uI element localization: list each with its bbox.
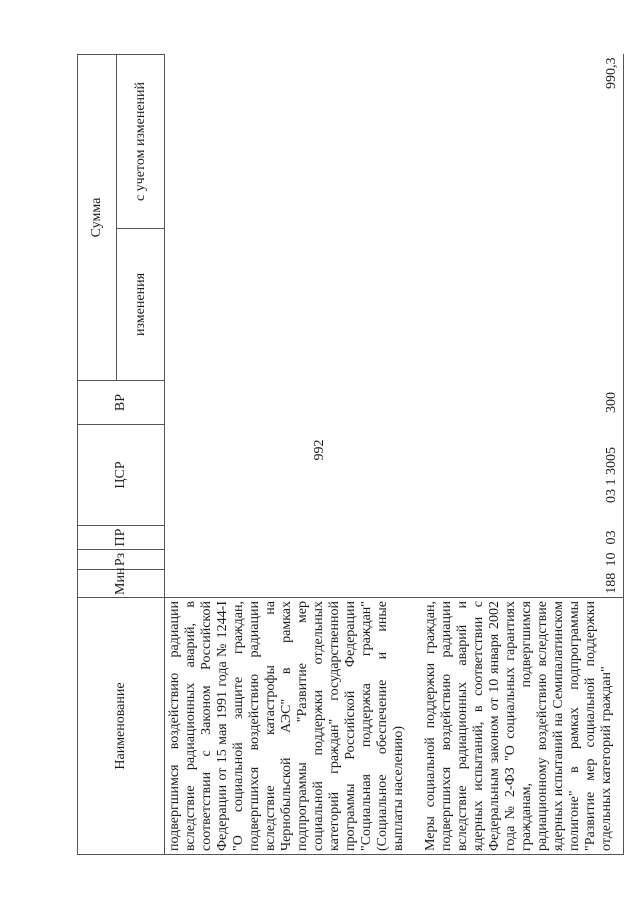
row-name: подвергшимся воздействию радиации вследствие радиационных аварий, в соответствии с Законом Российской Федерации от 15 мая 1991 года № 1244-I "О социальной защите граждан, подвергшихся воздействию радиации вследствие катастрофы на Чернобыльской АЭС" в рамках подпрограммы "Развитие мер социальной поддержки отдельных категорий граждан" государственной программы Российской Федерации "Социальная поддержка граждан" (Социальное обеспечение и иные выплаты населению) bbox=[165, 598, 410, 855]
table-row bbox=[165, 55, 410, 855]
row-rz: 10 bbox=[409, 550, 624, 570]
row-with-changes: 990,3 bbox=[409, 55, 624, 229]
row-csr: 03 1 3005 bbox=[409, 425, 624, 526]
header-min: Мин bbox=[78, 570, 165, 598]
row-rz bbox=[165, 550, 410, 570]
row-changes bbox=[409, 229, 624, 381]
row-csr bbox=[165, 425, 410, 526]
row-changes bbox=[165, 229, 410, 381]
row-pr bbox=[165, 526, 410, 550]
header-vr: ВР bbox=[78, 381, 165, 425]
header-name: Наименование bbox=[78, 598, 165, 855]
budget-table bbox=[77, 54, 624, 855]
header-with-changes: с учетом изменений bbox=[117, 55, 165, 229]
header-pr: ПР bbox=[78, 526, 165, 550]
row-vr: 300 bbox=[409, 381, 624, 425]
header-csr: ЦСР bbox=[78, 425, 165, 526]
header-rz: Рз bbox=[78, 550, 165, 570]
row-vr bbox=[165, 381, 410, 425]
page-number: 992 bbox=[312, 439, 327, 461]
row-with-changes bbox=[165, 55, 410, 229]
row-name: Меры социальной поддержки граждан, подвергшихся воздействию радиации вследствие радиационных аварий и ядерных испытаний, в соответствии с Федеральным законом от 10 января 2002 года № 2-ФЗ "О социальных гарантиях гражданам, подвергшимся радиационному воздействию вследствие ядерных испытаний на Семипалатинском полигоне" в рамках подпрограммы "Развитие мер социальной поддержки отдельных категорий граждан" bbox=[409, 598, 624, 855]
row-min: 188 bbox=[409, 570, 624, 598]
row-pr: 03 bbox=[409, 526, 624, 550]
header-row-top bbox=[78, 55, 117, 855]
header-sum: Сумма bbox=[78, 55, 117, 381]
row-min bbox=[165, 570, 410, 598]
header-changes: изменения bbox=[117, 229, 165, 381]
rotated-page-content bbox=[77, 55, 619, 855]
table-row bbox=[409, 55, 624, 855]
